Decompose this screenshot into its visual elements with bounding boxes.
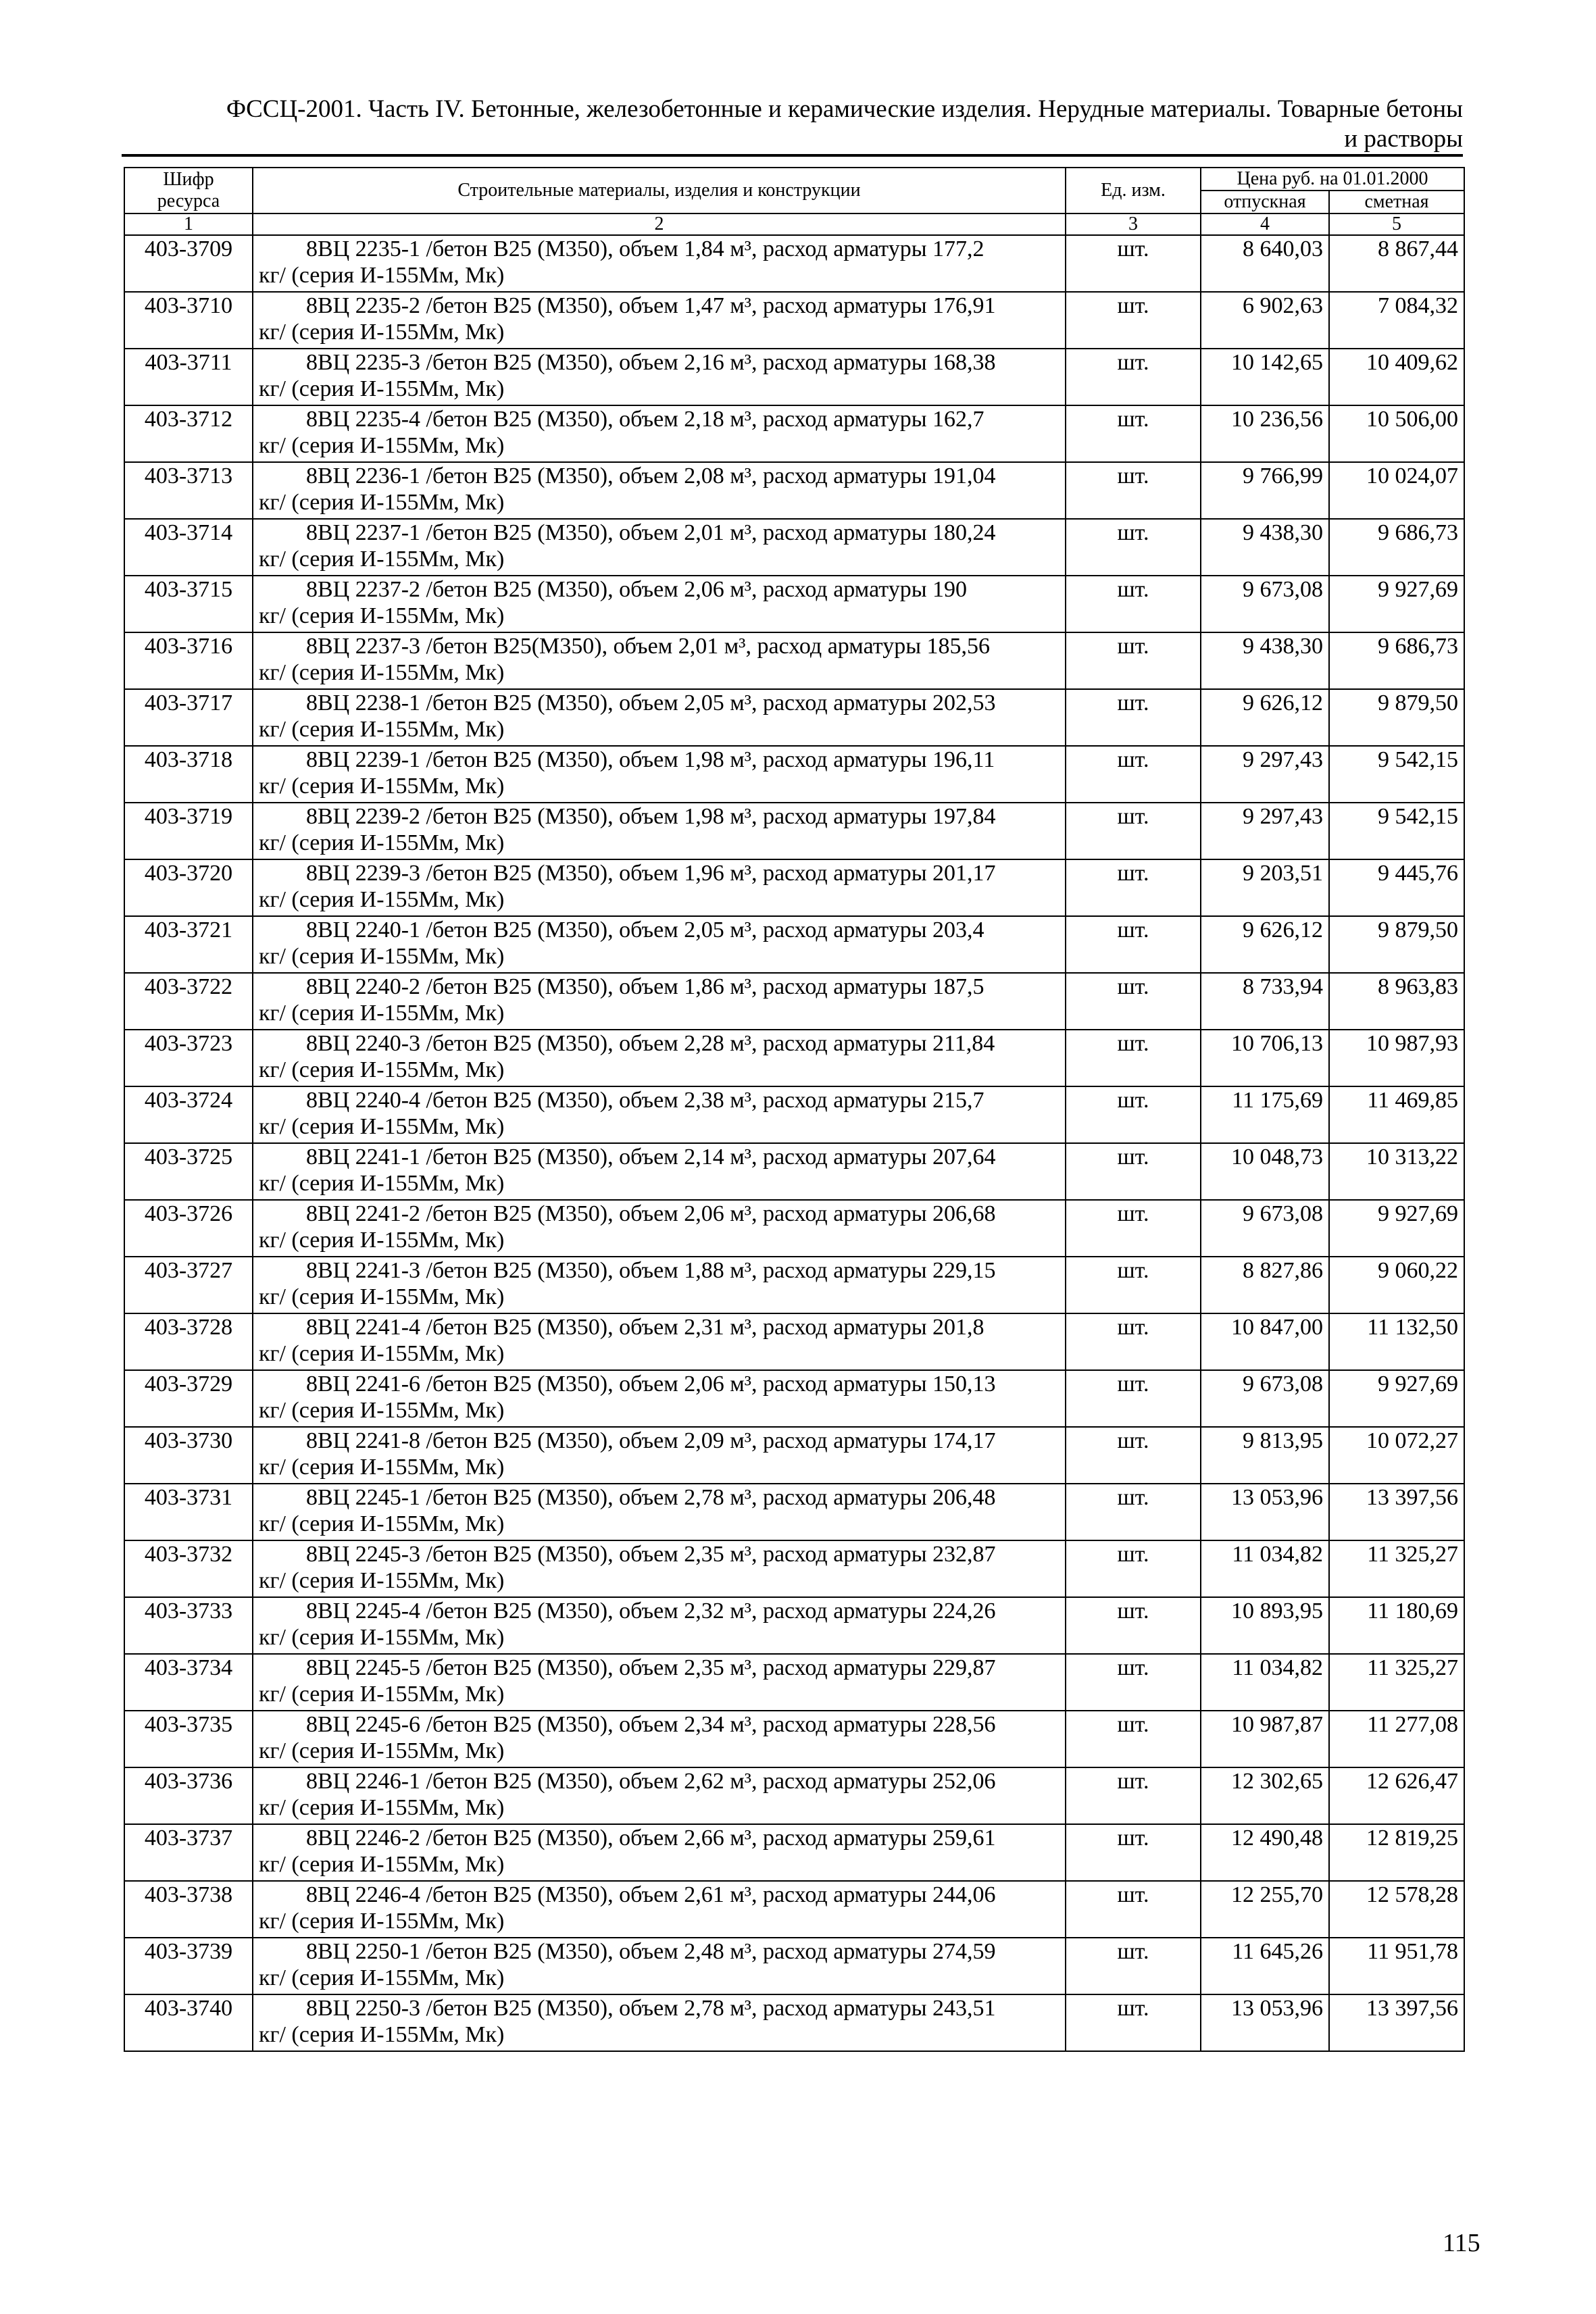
resource-code: 403-3728: [124, 1313, 253, 1370]
resource-code: 403-3730: [124, 1427, 253, 1484]
material-description: [253, 576, 1066, 632]
description-line: кг/ (серия И-155Мм, Мк): [259, 490, 505, 515]
release-price: 11 034,82: [1201, 1654, 1329, 1711]
resource-code: 403-3739: [124, 1938, 253, 1994]
page-header: [122, 95, 1463, 157]
column-number: 5: [1329, 213, 1464, 235]
unit: шт.: [1066, 916, 1201, 973]
description-line: кг/ (серия И-155Мм, Мк): [259, 1511, 505, 1536]
table-row: [124, 1597, 1464, 1654]
material-description: [253, 519, 1066, 576]
description-line: 8ВЦ 2237-3 /бетон В25(М350), объем 2,01 м³, расход арматуры 185,56: [306, 634, 991, 659]
resource-code: 403-3712: [124, 405, 253, 462]
resource-code: 403-3723: [124, 1030, 253, 1086]
unit: шт.: [1066, 519, 1201, 576]
resource-code: 403-3725: [124, 1143, 253, 1200]
estimate-price: 12 578,28: [1329, 1881, 1464, 1938]
estimate-price: 10 313,22: [1329, 1143, 1464, 1200]
price-table: [124, 167, 1465, 2052]
table-row: [124, 462, 1464, 519]
description-line: 8ВЦ 2238-1 /бетон В25 (М350), объем 2,05 м³, расход арматуры 202,53: [306, 690, 996, 715]
table-row: [124, 1824, 1464, 1881]
material-description: [253, 632, 1066, 689]
table-row: [124, 1370, 1464, 1427]
description-line: кг/ (серия И-155Мм, Мк): [259, 1909, 505, 1934]
estimate-price: 9 542,15: [1329, 746, 1464, 803]
table-row: [124, 632, 1464, 689]
header-code: Шифр ресурса: [124, 168, 253, 213]
unit: шт.: [1066, 1881, 1201, 1938]
resource-code: 403-3720: [124, 859, 253, 916]
material-description: [253, 1313, 1066, 1370]
resource-code: 403-3716: [124, 632, 253, 689]
release-price: 9 297,43: [1201, 803, 1329, 859]
unit: шт.: [1066, 859, 1201, 916]
unit: шт.: [1066, 1597, 1201, 1654]
estimate-price: 8 867,44: [1329, 235, 1464, 292]
material-description: [253, 1881, 1066, 1938]
release-price: 10 706,13: [1201, 1030, 1329, 1086]
description-line: 8ВЦ 2245-1 /бетон В25 (М350), объем 2,78 м³, расход арматуры 206,48: [306, 1485, 996, 1510]
unit: шт.: [1066, 1484, 1201, 1540]
estimate-price: 10 987,93: [1329, 1030, 1464, 1086]
description-line: 8ВЦ 2246-2 /бетон В25 (М350), объем 2,66 м³, расход арматуры 259,61: [306, 1826, 996, 1851]
resource-code: 403-3715: [124, 576, 253, 632]
description-line: кг/ (серия И-155Мм, Мк): [259, 660, 505, 685]
table-row: [124, 519, 1464, 576]
resource-code: 403-3726: [124, 1200, 253, 1257]
description-line: 8ВЦ 2237-2 /бетон В25 (М350), объем 2,06 м³, расход арматуры 190: [306, 577, 968, 602]
release-price: 12 302,65: [1201, 1767, 1329, 1824]
estimate-price: 9 686,73: [1329, 519, 1464, 576]
description-line: 8ВЦ 2245-4 /бетон В25 (М350), объем 2,32 м³, расход арматуры 224,26: [306, 1599, 996, 1624]
unit: шт.: [1066, 1711, 1201, 1767]
header-description: Строительные материалы, изделия и конструкции: [253, 168, 1066, 213]
description-line: 8ВЦ 2240-2 /бетон В25 (М350), объем 1,86 м³, расход арматуры 187,5: [306, 974, 984, 999]
description-line: 8ВЦ 2246-1 /бетон В25 (М350), объем 2,62 м³, расход арматуры 252,06: [306, 1769, 996, 1794]
resource-code: 403-3737: [124, 1824, 253, 1881]
material-description: [253, 1824, 1066, 1881]
estimate-price: 9 879,50: [1329, 689, 1464, 746]
unit: шт.: [1066, 1427, 1201, 1484]
column-number: 4: [1201, 213, 1329, 235]
resource-code: 403-3709: [124, 235, 253, 292]
resource-code: 403-3719: [124, 803, 253, 859]
resource-code: 403-3711: [124, 349, 253, 405]
table-row: [124, 1427, 1464, 1484]
unit: шт.: [1066, 1200, 1201, 1257]
material-description: [253, 1484, 1066, 1540]
resource-code: 403-3733: [124, 1597, 253, 1654]
estimate-price: 10 072,27: [1329, 1427, 1464, 1484]
table-row: [124, 689, 1464, 746]
table-row: [124, 973, 1464, 1030]
description-line: кг/ (серия И-155Мм, Мк): [259, 2022, 505, 2047]
estimate-price: 9 927,69: [1329, 576, 1464, 632]
description-line: 8ВЦ 2241-4 /бетон В25 (М350), объем 2,31 м³, расход арматуры 201,8: [306, 1315, 984, 1340]
estimate-price: 9 686,73: [1329, 632, 1464, 689]
description-line: кг/ (серия И-155Мм, Мк): [259, 1171, 505, 1196]
description-line: 8ВЦ 2240-4 /бетон В25 (М350), объем 2,38 м³, расход арматуры 215,7: [306, 1088, 984, 1113]
material-description: [253, 1200, 1066, 1257]
table-row: [124, 1086, 1464, 1143]
estimate-price: 10 409,62: [1329, 349, 1464, 405]
unit: шт.: [1066, 576, 1201, 632]
table-row: [124, 1767, 1464, 1824]
estimate-price: 8 963,83: [1329, 973, 1464, 1030]
release-price: 10 987,87: [1201, 1711, 1329, 1767]
material-description: [253, 803, 1066, 859]
description-line: 8ВЦ 2241-8 /бетон В25 (М350), объем 2,09 м³, расход арматуры 174,17: [306, 1428, 996, 1453]
description-line: кг/ (серия И-155Мм, Мк): [259, 1625, 505, 1650]
description-line: 8ВЦ 2241-2 /бетон В25 (М350), объем 2,06 м³, расход арматуры 206,68: [306, 1201, 996, 1226]
description-line: 8ВЦ 2235-3 /бетон В25 (М350), объем 2,16 м³, расход арматуры 168,38: [306, 350, 996, 375]
description-line: кг/ (серия И-155Мм, Мк): [259, 1568, 505, 1593]
description-line: кг/ (серия И-155Мм, Мк): [259, 1001, 505, 1026]
material-description: [253, 292, 1066, 349]
description-line: 8ВЦ 2235-2 /бетон В25 (М350), объем 1,47 м³, расход арматуры 176,91: [306, 293, 996, 318]
description-line: 8ВЦ 2239-3 /бетон В25 (М350), объем 1,96 м³, расход арматуры 201,17: [306, 861, 996, 886]
description-line: кг/ (серия И-155Мм, Мк): [259, 1284, 505, 1309]
table-row: [124, 1257, 1464, 1313]
resource-code: 403-3718: [124, 746, 253, 803]
release-price: 11 645,26: [1201, 1938, 1329, 1994]
description-line: кг/ (серия И-155Мм, Мк): [259, 774, 505, 799]
table-row: [124, 1313, 1464, 1370]
release-price: 9 438,30: [1201, 632, 1329, 689]
resource-code: 403-3724: [124, 1086, 253, 1143]
header-unit: Ед. изм.: [1066, 168, 1201, 213]
table-row: [124, 746, 1464, 803]
description-line: 8ВЦ 2245-6 /бетон В25 (М350), объем 2,34 м³, расход арматуры 228,56: [306, 1712, 996, 1737]
table-row: [124, 292, 1464, 349]
description-line: 8ВЦ 2246-4 /бетон В25 (М350), объем 2,61 м³, расход арматуры 244,06: [306, 1882, 996, 1907]
resource-code: 403-3714: [124, 519, 253, 576]
description-line: кг/ (серия И-155Мм, Мк): [259, 603, 505, 628]
description-line: кг/ (серия И-155Мм, Мк): [259, 263, 505, 288]
release-price: 10 847,00: [1201, 1313, 1329, 1370]
material-description: [253, 1938, 1066, 1994]
release-price: 9 203,51: [1201, 859, 1329, 916]
table-row: [124, 1994, 1464, 2051]
estimate-price: 11 469,85: [1329, 1086, 1464, 1143]
estimate-price: 11 325,27: [1329, 1540, 1464, 1597]
release-price: 8 640,03: [1201, 235, 1329, 292]
estimate-price: 11 951,78: [1329, 1938, 1464, 1994]
resource-code: 403-3713: [124, 462, 253, 519]
unit: шт.: [1066, 746, 1201, 803]
estimate-price: 11 325,27: [1329, 1654, 1464, 1711]
material-description: [253, 1994, 1066, 2051]
material-description: [253, 1086, 1066, 1143]
description-line: кг/ (серия И-155Мм, Мк): [259, 1455, 505, 1480]
material-description: [253, 1711, 1066, 1767]
estimate-price: 9 542,15: [1329, 803, 1464, 859]
estimate-price: 9 445,76: [1329, 859, 1464, 916]
description-line: 8ВЦ 2250-1 /бетон В25 (М350), объем 2,48 м³, расход арматуры 274,59: [306, 1939, 996, 1964]
material-description: [253, 1427, 1066, 1484]
estimate-price: 10 024,07: [1329, 462, 1464, 519]
description-line: 8ВЦ 2240-1 /бетон В25 (М350), объем 2,05 м³, расход арматуры 203,4: [306, 917, 984, 942]
unit: шт.: [1066, 462, 1201, 519]
material-description: [253, 462, 1066, 519]
resource-code: 403-3722: [124, 973, 253, 1030]
description-line: 8ВЦ 2239-2 /бетон В25 (М350), объем 1,98 м³, расход арматуры 197,84: [306, 804, 996, 829]
estimate-price: 11 132,50: [1329, 1313, 1464, 1370]
header-title-line2: и растворы: [1344, 125, 1463, 153]
unit: шт.: [1066, 973, 1201, 1030]
release-price: 9 813,95: [1201, 1427, 1329, 1484]
description-line: кг/ (серия И-155Мм, Мк): [259, 1341, 505, 1366]
estimate-price: 9 879,50: [1329, 916, 1464, 973]
material-description: [253, 405, 1066, 462]
release-price: 10 236,56: [1201, 405, 1329, 462]
release-price: 9 297,43: [1201, 746, 1329, 803]
release-price: 9 673,08: [1201, 576, 1329, 632]
unit: шт.: [1066, 632, 1201, 689]
material-description: [253, 1767, 1066, 1824]
material-description: [253, 235, 1066, 292]
release-price: 9 673,08: [1201, 1200, 1329, 1257]
material-description: [253, 859, 1066, 916]
estimate-price: 10 506,00: [1329, 405, 1464, 462]
table-row: [124, 576, 1464, 632]
release-price: 11 034,82: [1201, 1540, 1329, 1597]
release-price: 11 175,69: [1201, 1086, 1329, 1143]
description-line: 8ВЦ 2236-1 /бетон В25 (М350), объем 2,08 м³, расход арматуры 191,04: [306, 463, 996, 488]
description-line: кг/ (серия И-155Мм, Мк): [259, 1852, 505, 1877]
table-row: [124, 405, 1464, 462]
unit: шт.: [1066, 405, 1201, 462]
table-row: [124, 1200, 1464, 1257]
unit: шт.: [1066, 1938, 1201, 1994]
header-release-price: отпускная: [1201, 191, 1329, 213]
description-line: кг/ (серия И-155Мм, Мк): [259, 1398, 505, 1423]
description-line: кг/ (серия И-155Мм, Мк): [259, 944, 505, 969]
description-line: 8ВЦ 2237-1 /бетон В25 (М350), объем 2,01 м³, расход арматуры 180,24: [306, 520, 996, 545]
material-description: [253, 349, 1066, 405]
description-line: кг/ (серия И-155Мм, Мк): [259, 1228, 505, 1253]
description-line: кг/ (серия И-155Мм, Мк): [259, 1057, 505, 1082]
description-line: 8ВЦ 2235-1 /бетон В25 (М350), объем 1,84 м³, расход арматуры 177,2: [306, 236, 984, 261]
table-row: [124, 1881, 1464, 1938]
release-price: 9 438,30: [1201, 519, 1329, 576]
release-price: 9 766,99: [1201, 462, 1329, 519]
table-row: [124, 1540, 1464, 1597]
release-price: 9 626,12: [1201, 916, 1329, 973]
description-line: кг/ (серия И-155Мм, Мк): [259, 433, 505, 458]
description-line: 8ВЦ 2245-5 /бетон В25 (М350), объем 2,35 м³, расход арматуры 229,87: [306, 1655, 996, 1680]
unit: шт.: [1066, 1370, 1201, 1427]
unit: шт.: [1066, 1086, 1201, 1143]
estimate-price: 9 927,69: [1329, 1200, 1464, 1257]
table-row: [124, 803, 1464, 859]
table-row: [124, 1143, 1464, 1200]
page-number: 115: [1443, 2229, 1480, 2257]
description-line: 8ВЦ 2245-3 /бетон В25 (М350), объем 2,35 м³, расход арматуры 232,87: [306, 1542, 996, 1567]
release-price: 13 053,96: [1201, 1484, 1329, 1540]
resource-code: 403-3731: [124, 1484, 253, 1540]
estimate-price: 12 819,25: [1329, 1824, 1464, 1881]
description-line: 8ВЦ 2240-3 /бетон В25 (М350), объем 2,28 м³, расход арматуры 211,84: [306, 1031, 995, 1056]
description-line: 8ВЦ 2241-1 /бетон В25 (М350), объем 2,14 м³, расход арматуры 207,64: [306, 1145, 996, 1169]
material-description: [253, 1597, 1066, 1654]
material-description: [253, 689, 1066, 746]
table-row: [124, 235, 1464, 292]
estimate-price: 12 626,47: [1329, 1767, 1464, 1824]
unit: шт.: [1066, 1767, 1201, 1824]
material-description: [253, 1030, 1066, 1086]
resource-code: 403-3735: [124, 1711, 253, 1767]
unit: шт.: [1066, 1540, 1201, 1597]
header-price: Цена руб. на 01.01.2000: [1201, 168, 1464, 191]
material-description: [253, 1143, 1066, 1200]
header-title-line1: ФССЦ-2001. Часть IV. Бетонные, железобетонные и керамические изделия. Нерудные материалы. Товарные бетоны: [226, 95, 1463, 123]
release-price: 12 490,48: [1201, 1824, 1329, 1881]
material-description: [253, 1540, 1066, 1597]
table-row: [124, 1711, 1464, 1767]
unit: шт.: [1066, 235, 1201, 292]
material-description: [253, 1370, 1066, 1427]
table-row: [124, 859, 1464, 916]
material-description: [253, 746, 1066, 803]
material-description: [253, 916, 1066, 973]
unit: шт.: [1066, 803, 1201, 859]
column-number: 2: [253, 213, 1066, 235]
unit: шт.: [1066, 1824, 1201, 1881]
estimate-price: 13 397,56: [1329, 1484, 1464, 1540]
resource-code: 403-3717: [124, 689, 253, 746]
description-line: 8ВЦ 2241-6 /бетон В25 (М350), объем 2,06 м³, расход арматуры 150,13: [306, 1372, 996, 1397]
resource-code: 403-3740: [124, 1994, 253, 2051]
header-estimate-price: сметная: [1329, 191, 1464, 213]
description-line: кг/ (серия И-155Мм, Мк): [259, 1682, 505, 1707]
table-row: [124, 916, 1464, 973]
column-number: 1: [124, 213, 253, 235]
release-price: 12 255,70: [1201, 1881, 1329, 1938]
estimate-price: 13 397,56: [1329, 1994, 1464, 2051]
table-row: [124, 1654, 1464, 1711]
table-row: [124, 349, 1464, 405]
description-line: кг/ (серия И-155Мм, Мк): [259, 830, 505, 855]
release-price: 6 902,63: [1201, 292, 1329, 349]
description-line: 8ВЦ 2235-4 /бетон В25 (М350), объем 2,18 м³, расход арматуры 162,7: [306, 407, 984, 432]
release-price: 10 142,65: [1201, 349, 1329, 405]
resource-code: 403-3732: [124, 1540, 253, 1597]
unit: шт.: [1066, 1030, 1201, 1086]
resource-code: 403-3721: [124, 916, 253, 973]
estimate-price: 9 060,22: [1329, 1257, 1464, 1313]
material-description: [253, 973, 1066, 1030]
unit: шт.: [1066, 1654, 1201, 1711]
estimate-price: 11 277,08: [1329, 1711, 1464, 1767]
release-price: 8 733,94: [1201, 973, 1329, 1030]
unit: шт.: [1066, 292, 1201, 349]
unit: шт.: [1066, 1313, 1201, 1370]
table-row: [124, 1030, 1464, 1086]
estimate-price: 11 180,69: [1329, 1597, 1464, 1654]
description-line: кг/ (серия И-155Мм, Мк): [259, 1965, 505, 1990]
estimate-price: 7 084,32: [1329, 292, 1464, 349]
description-line: кг/ (серия И-155Мм, Мк): [259, 1738, 505, 1763]
column-number: 3: [1066, 213, 1201, 235]
description-line: кг/ (серия И-155Мм, Мк): [259, 320, 505, 345]
resource-code: 403-3738: [124, 1881, 253, 1938]
material-description: [253, 1654, 1066, 1711]
table-row: [124, 1484, 1464, 1540]
resource-code: 403-3727: [124, 1257, 253, 1313]
release-price: 10 048,73: [1201, 1143, 1329, 1200]
description-line: 8ВЦ 2239-1 /бетон В25 (М350), объем 1,98 м³, расход арматуры 196,11: [306, 747, 995, 772]
description-line: кг/ (серия И-155Мм, Мк): [259, 376, 505, 401]
description-line: кг/ (серия И-155Мм, Мк): [259, 1795, 505, 1820]
release-price: 9 673,08: [1201, 1370, 1329, 1427]
resource-code: 403-3729: [124, 1370, 253, 1427]
release-price: 8 827,86: [1201, 1257, 1329, 1313]
unit: шт.: [1066, 1994, 1201, 2051]
description-line: кг/ (серия И-155Мм, Мк): [259, 547, 505, 572]
description-line: 8ВЦ 2241-3 /бетон В25 (М350), объем 1,88 м³, расход арматуры 229,15: [306, 1258, 996, 1283]
resource-code: 403-3710: [124, 292, 253, 349]
estimate-price: 9 927,69: [1329, 1370, 1464, 1427]
release-price: 10 893,95: [1201, 1597, 1329, 1654]
description-line: 8ВЦ 2250-3 /бетон В25 (М350), объем 2,78 м³, расход арматуры 243,51: [306, 1996, 996, 2021]
release-price: 13 053,96: [1201, 1994, 1329, 2051]
release-price: 9 626,12: [1201, 689, 1329, 746]
resource-code: 403-3734: [124, 1654, 253, 1711]
description-line: кг/ (серия И-155Мм, Мк): [259, 887, 505, 912]
unit: шт.: [1066, 1257, 1201, 1313]
table-row: [124, 1938, 1464, 1994]
material-description: [253, 1257, 1066, 1313]
unit: шт.: [1066, 1143, 1201, 1200]
unit: шт.: [1066, 349, 1201, 405]
unit: шт.: [1066, 689, 1201, 746]
description-line: кг/ (серия И-155Мм, Мк): [259, 717, 505, 742]
resource-code: 403-3736: [124, 1767, 253, 1824]
description-line: кг/ (серия И-155Мм, Мк): [259, 1114, 505, 1139]
